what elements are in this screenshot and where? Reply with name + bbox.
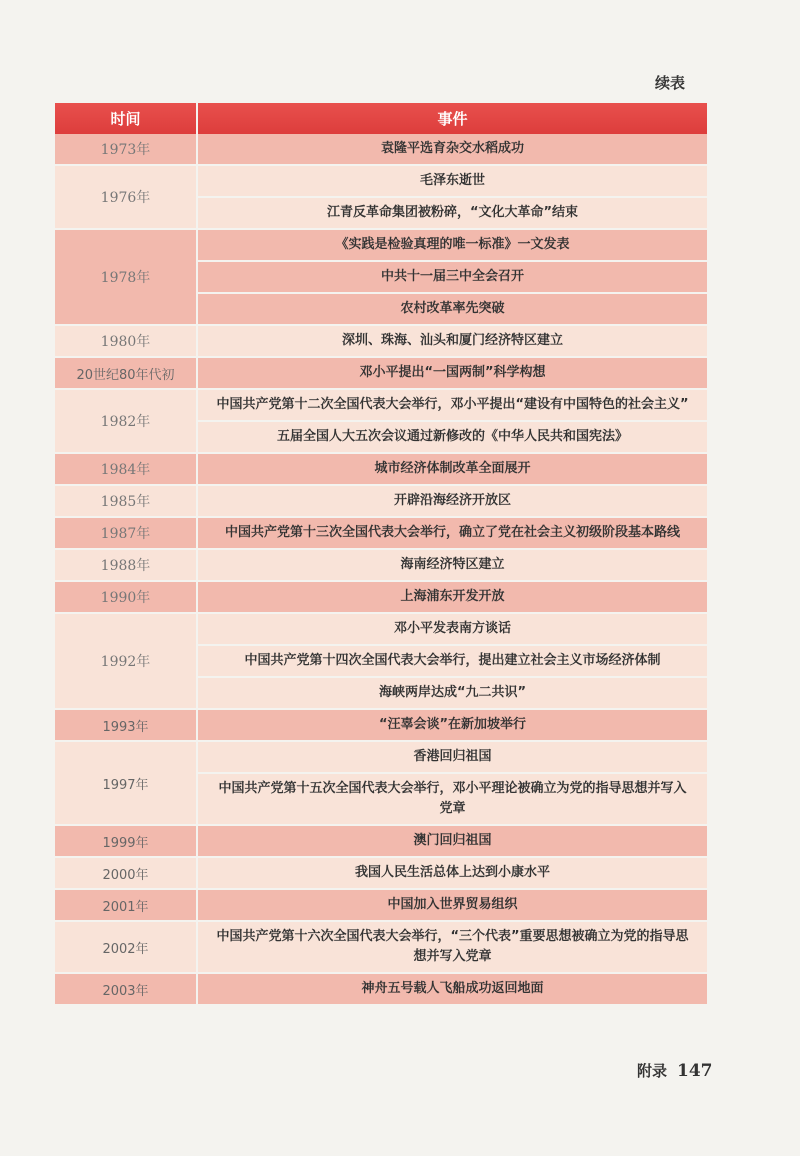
- table-row: [55, 453, 707, 485]
- event-cell: [197, 773, 707, 825]
- event-cell: 我国人民生活总体上达到小康水平: [197, 857, 707, 889]
- event-cell: 上海浦东开发开放: [197, 581, 707, 613]
- table-row: [55, 485, 707, 517]
- table-row: [55, 549, 707, 581]
- table-row: [55, 581, 707, 613]
- time-cell: 2002年: [55, 921, 197, 973]
- event-text: 中国共产党第十五次全国代表大会举行，邓小平理论被确立为党的指导思想并写入党章: [218, 781, 687, 816]
- time-cell: 1984年: [55, 453, 197, 485]
- event-cell: 《实践是检验真理的唯一标准》一文发表: [197, 229, 707, 261]
- event-cell: 香港回归祖国: [197, 741, 707, 773]
- continued-label: 续表: [655, 74, 686, 92]
- table-row: [55, 741, 707, 773]
- column-header-event: 事件: [197, 103, 707, 134]
- time-cell: 2003年: [55, 973, 197, 1005]
- event-cell: 江青反革命集团被粉碎，“文化大革命”结束: [197, 197, 707, 229]
- event-cell: 邓小平提出“一国两制”科学构想: [197, 357, 707, 389]
- event-cell: 神舟五号载人飞船成功返回地面: [197, 973, 707, 1005]
- time-cell: 2000年: [55, 857, 197, 889]
- table-row: [55, 889, 707, 921]
- time-cell: 1993年: [55, 709, 197, 741]
- event-cell: 海峡两岸达成“九二共识”: [197, 677, 707, 709]
- time-cell: 1992年: [55, 613, 197, 709]
- event-cell: 中国共产党第十四次全国代表大会举行，提出建立社会主义市场经济体制: [197, 645, 707, 677]
- table-row: [55, 357, 707, 389]
- event-cell: 深圳、珠海、汕头和厦门经济特区建立: [197, 325, 707, 357]
- time-cell: 1973年: [55, 134, 197, 165]
- table-row: [55, 325, 707, 357]
- table-header-row: [55, 103, 707, 134]
- table-row: [55, 973, 707, 1005]
- page-number: 147: [677, 1061, 713, 1081]
- table-row: [55, 134, 707, 165]
- event-cell: “汪辜会谈”在新加坡举行: [197, 709, 707, 741]
- event-cell: 邓小平发表南方谈话: [197, 613, 707, 645]
- time-cell: 20世纪80年代初: [55, 357, 197, 389]
- event-cell: 澳门回归祖国: [197, 825, 707, 857]
- event-cell: 海南经济特区建立: [197, 549, 707, 581]
- table-row: [55, 613, 707, 645]
- event-text: 中国共产党第十六次全国代表大会举行，“三个代表”重要思想被确立为党的指导思想并写入党章: [216, 929, 689, 964]
- time-cell: 1982年: [55, 389, 197, 453]
- time-cell: 1980年: [55, 325, 197, 357]
- event-cell: 中国加入世界贸易组织: [197, 889, 707, 921]
- event-cell: 城市经济体制改革全面展开: [197, 453, 707, 485]
- table-row: [55, 389, 707, 421]
- table-row: [55, 517, 707, 549]
- time-cell: 1985年: [55, 485, 197, 517]
- table-row: [55, 921, 707, 973]
- event-cell: [197, 921, 707, 973]
- event-cell: 五届全国人大五次会议通过新修改的《中华人民共和国宪法》: [197, 421, 707, 453]
- event-cell: 中国共产党第十三次全国代表大会举行，确立了党在社会主义初级阶段基本路线: [197, 517, 707, 549]
- page-footer: [637, 1060, 713, 1081]
- column-header-time: 时间: [55, 103, 197, 134]
- event-cell: 中国共产党第十二次全国代表大会举行，邓小平提出“建设有中国特色的社会主义”: [197, 389, 707, 421]
- event-cell: 中共十一届三中全会召开: [197, 261, 707, 293]
- time-cell: 1999年: [55, 825, 197, 857]
- event-cell: 毛泽东逝世: [197, 165, 707, 197]
- appendix-label: 附录: [637, 1062, 668, 1080]
- event-cell: 开辟沿海经济开放区: [197, 485, 707, 517]
- time-cell: 1988年: [55, 549, 197, 581]
- time-cell: 1990年: [55, 581, 197, 613]
- timeline-table: [55, 103, 707, 1006]
- event-cell: 袁隆平选育杂交水稻成功: [197, 134, 707, 165]
- table-row: [55, 709, 707, 741]
- table-row: [55, 165, 707, 197]
- time-cell: 1997年: [55, 741, 197, 825]
- table-row: [55, 825, 707, 857]
- time-cell: 2001年: [55, 889, 197, 921]
- time-cell: 1987年: [55, 517, 197, 549]
- time-cell: 1976年: [55, 165, 197, 229]
- time-cell: 1978年: [55, 229, 197, 325]
- table-row: [55, 857, 707, 889]
- table-row: [55, 229, 707, 261]
- event-cell: 农村改革率先突破: [197, 293, 707, 325]
